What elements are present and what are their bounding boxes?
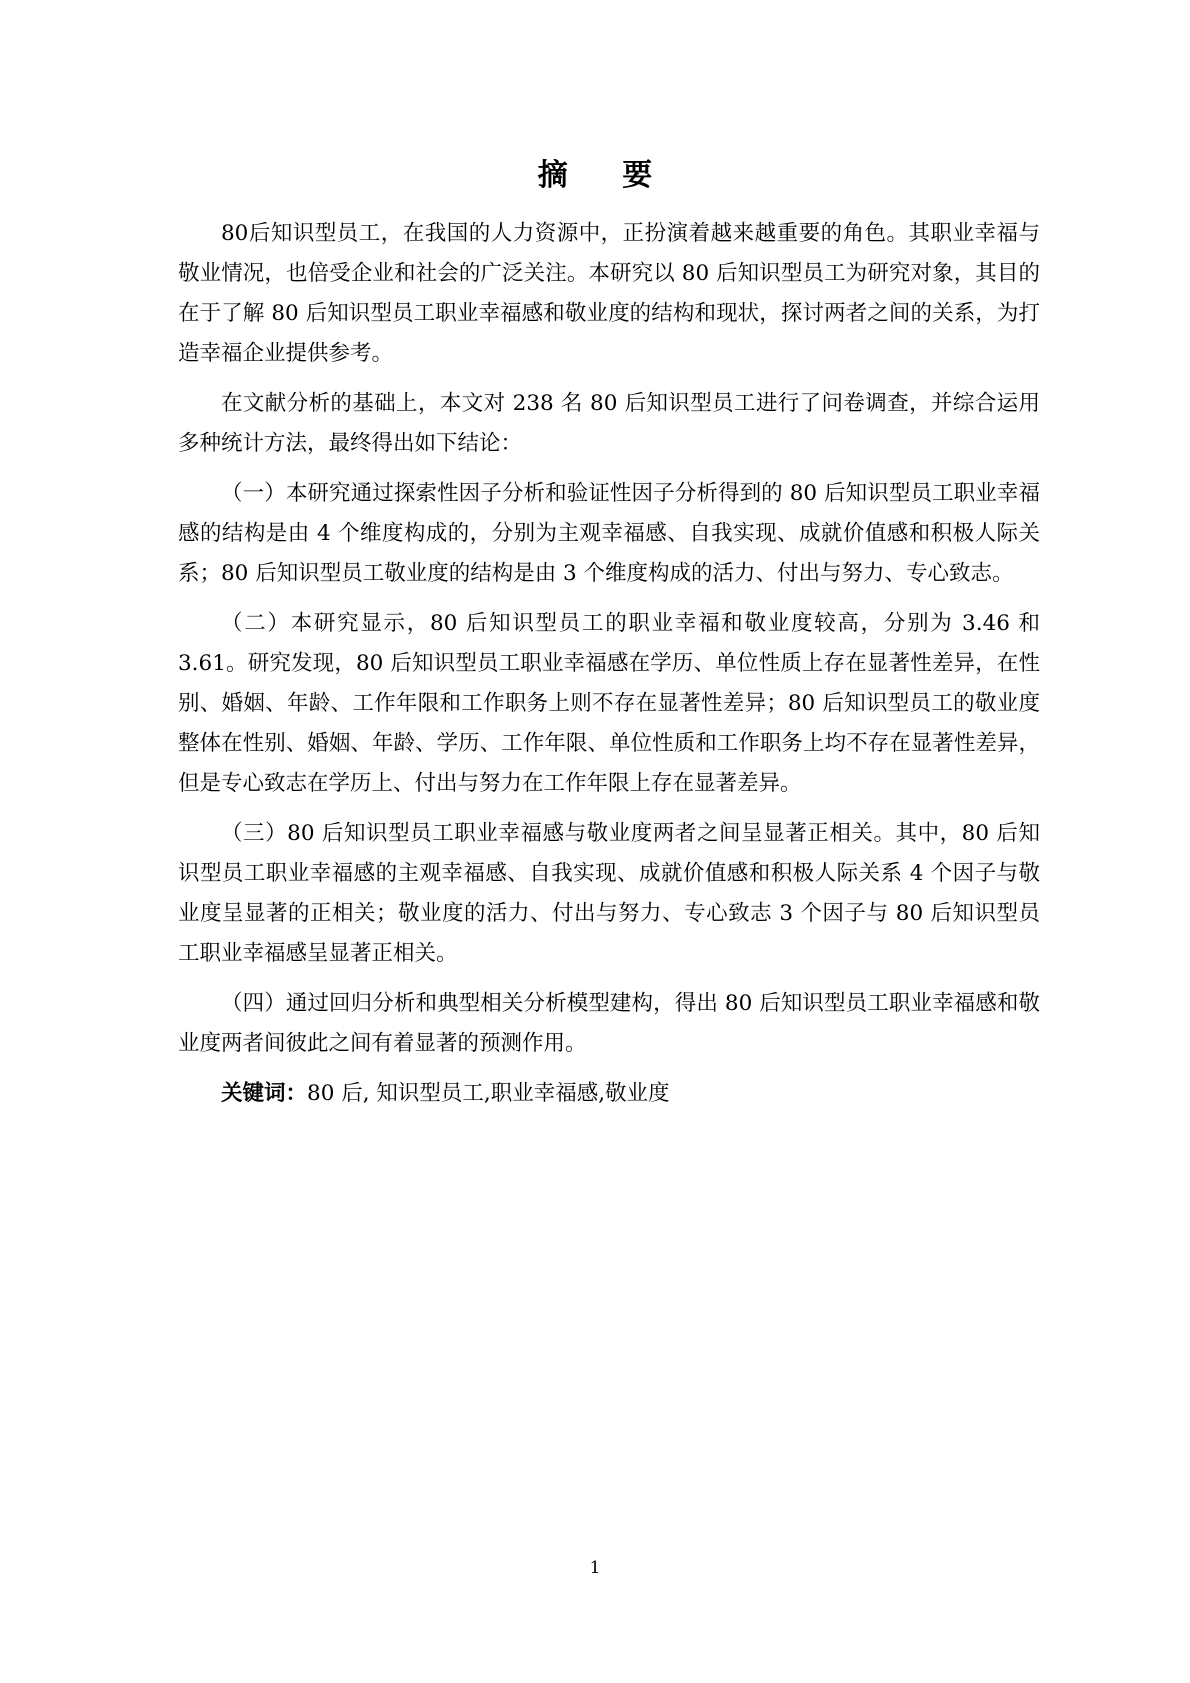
abstract-paragraph-2: 在文献分析的基础上，本文对 238 名 80 后知识型员工进行了问卷调查，并综合运用多种统计方法，最终得出如下结论： (178, 391, 1040, 456)
keywords-text: 80 后, 知识型员工,职业幸福感,敬业度 (307, 1081, 670, 1106)
keywords-label: 关键词： (221, 1081, 308, 1106)
conclusion-1: （一）本研究通过探索性因子分析和验证性因子分析得到的 80 后知识型员工职业幸福感的结构是由 4 个维度构成的，分别为主观幸福感、自我实现、成就价值感和积极人际关系；80 后知识型员工敬业度的结构是由 3 个维度构成的活力、付出与努力、专心致志。 (178, 481, 1040, 586)
abstract-body (178, 214, 1040, 1114)
conclusion-2: （二）本研究显示，80 后知识型员工的职业幸福和敬业度较高，分别为 3.46 和 3.61。研究发现，80 后知识型员工职业幸福感在学历、单位性质上存在显著性差异，在性别、婚姻、年龄、工作年限和工作职务上则不存在显著性差异；80 后知识型员工的敬业度整体在性别、婚姻、年龄、学历、工作年限、单位性质和工作职务上均不存在显著性差异，但是专心致志在学历上、付出与努力在工作年限上存在显著差异。 (178, 611, 1040, 796)
conclusion-3: （三）80 后知识型员工职业幸福感与敬业度两者之间呈显著正相关。其中，80 后知识型员工职业幸福感的主观幸福感、自我实现、成就价值感和积极人际关系 4 个因子与敬业度呈显著的正相关；敬业度的活力、付出与努力、专心致志 3 个因子与 80 后知识型员工职业幸福感呈显著正相关。 (178, 821, 1040, 966)
keywords-line (178, 1074, 1040, 1114)
conclusion-4: （四）通过回归分析和典型相关分析模型建构，得出 80 后知识型员工职业幸福感和敬业度两者间彼此之间有着显著的预测作用。 (178, 991, 1040, 1056)
abstract-title: 摘 要 (537, 158, 675, 193)
page-number: 1 (589, 1558, 601, 1578)
abstract-paragraph-1: 80后知识型员工，在我国的人力资源中，正扮演着越来越重要的角色。其职业幸福与敬业情况，也倍受企业和社会的广泛关注。本研究以 80 后知识型员工为研究对象，其目的在于了解 80 后知识型员工职业幸福感和敬业度的结构和现状，探讨两者之间的关系，为打造幸福企业提供参考。 (178, 221, 1040, 366)
